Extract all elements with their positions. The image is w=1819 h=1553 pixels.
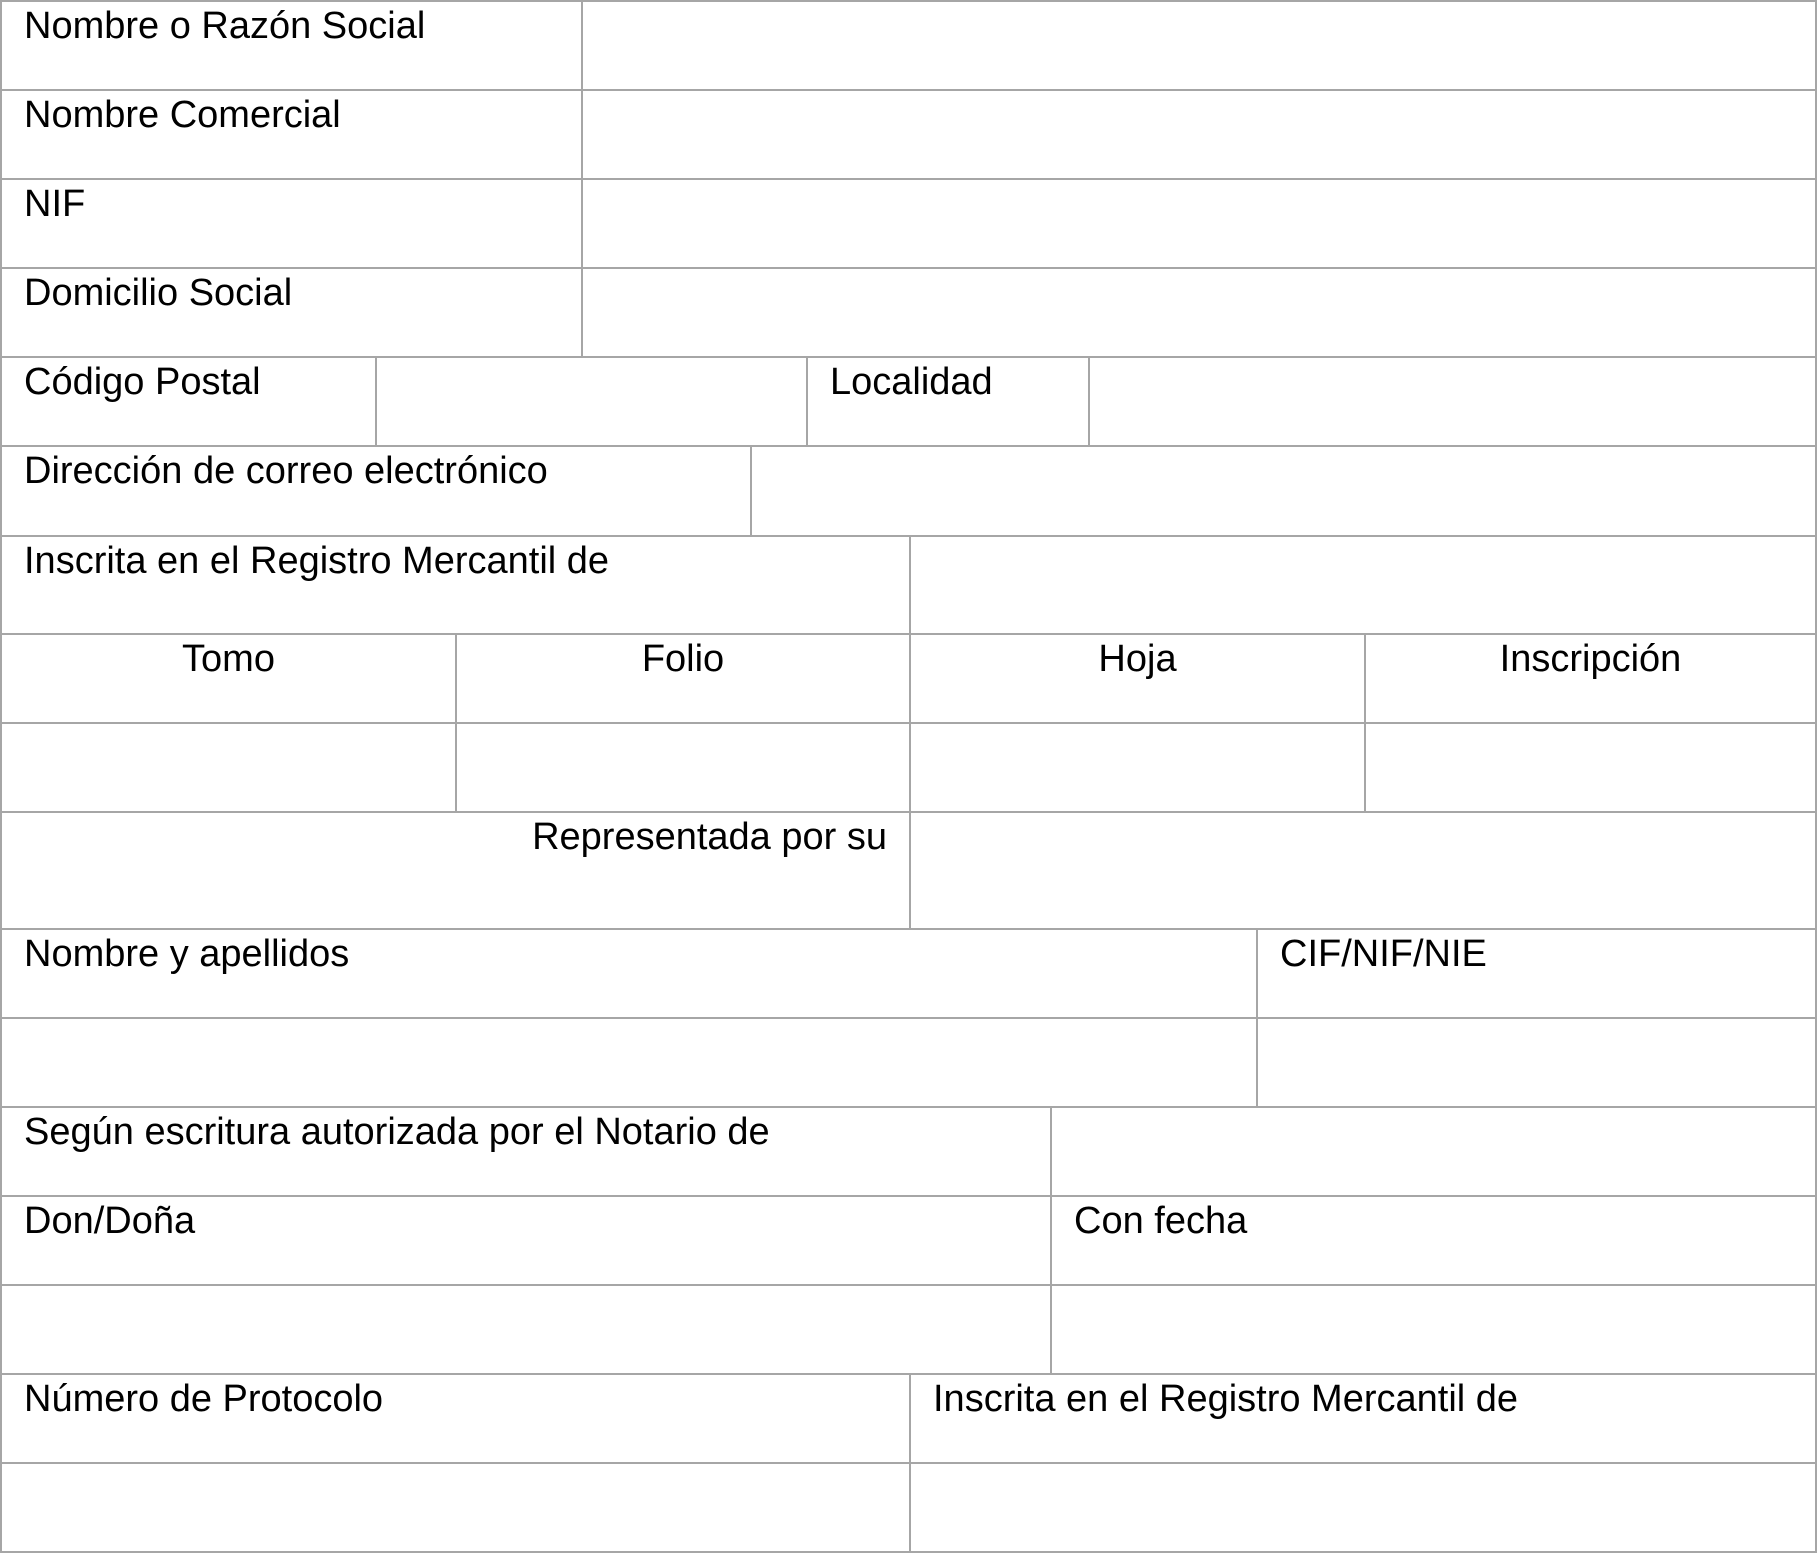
registro2-label-cell xyxy=(909,1373,1817,1462)
nombre-comercial-label-cell xyxy=(0,89,581,178)
representada-label: Representada por su xyxy=(532,816,887,858)
codigo-postal-field[interactable] xyxy=(375,356,806,445)
nombre-apellidos-field[interactable] xyxy=(0,1017,1256,1106)
cif-field[interactable] xyxy=(1256,1017,1817,1106)
row-registro-headers xyxy=(0,633,1817,722)
nif-field[interactable] xyxy=(581,178,1817,267)
tomo-field[interactable] xyxy=(0,722,455,811)
notario-label-cell xyxy=(0,1106,1050,1195)
tomo-header-cell xyxy=(0,633,455,722)
registro-label-cell xyxy=(0,535,909,633)
cif-label: CIF/NIF/NIE xyxy=(1280,933,1487,975)
row-nombre-comercial xyxy=(0,89,1817,178)
notario-label: Según escritura autorizada por el Notario de xyxy=(24,1111,770,1153)
inscripcion-header: Inscripción xyxy=(1499,638,1682,680)
nombre-comercial-field[interactable] xyxy=(581,89,1817,178)
con-fecha-field[interactable] xyxy=(1050,1284,1817,1373)
email-label: Dirección de correo electrónico xyxy=(24,450,548,492)
con-fecha-label-cell xyxy=(1050,1195,1817,1284)
codigo-postal-label: Código Postal xyxy=(24,361,261,403)
localidad-field[interactable] xyxy=(1088,356,1817,445)
hoja-header: Hoja xyxy=(1098,638,1177,680)
registro-mercantil-2-field[interactable] xyxy=(909,1462,1817,1553)
registro-mercantil-2-label: Inscrita en el Registro Mercantil de xyxy=(933,1378,1519,1420)
protocolo-label-cell xyxy=(0,1373,909,1462)
nombre-apellidos-label: Nombre y apellidos xyxy=(24,933,350,975)
cif-label-cell xyxy=(1256,928,1817,1017)
inscripcion-header-cell xyxy=(1364,633,1817,722)
row-razon-social xyxy=(0,0,1817,89)
folio-header: Folio xyxy=(641,638,725,680)
don-dona-label-cell xyxy=(0,1195,1050,1284)
row-registro-mercantil xyxy=(0,535,1817,633)
row-don-fecha-headers xyxy=(0,1195,1817,1284)
folio-field[interactable] xyxy=(455,722,909,811)
don-dona-label: Don/Doña xyxy=(24,1200,196,1242)
protocolo-field[interactable] xyxy=(0,1462,909,1553)
domicilio-label-cell xyxy=(0,267,581,356)
tomo-header: Tomo xyxy=(182,638,275,680)
representada-field[interactable] xyxy=(909,811,1817,928)
con-fecha-label: Con fecha xyxy=(1074,1200,1248,1242)
row-codigo-postal-localidad xyxy=(0,356,1817,445)
hoja-header-cell xyxy=(909,633,1364,722)
domicilio-label: Domicilio Social xyxy=(24,272,293,314)
razon-social-label-cell xyxy=(0,0,581,89)
row-representada xyxy=(0,811,1817,928)
nombre-apellidos-label-cell xyxy=(0,928,1256,1017)
nombre-comercial-label: Nombre Comercial xyxy=(24,94,341,136)
registro-mercantil-label: Inscrita en el Registro Mercantil de xyxy=(24,540,610,582)
inscripcion-field[interactable] xyxy=(1364,722,1817,811)
registro-mercantil-field[interactable] xyxy=(909,535,1817,633)
localidad-label: Localidad xyxy=(830,361,993,403)
domicilio-field[interactable] xyxy=(581,267,1817,356)
don-dona-field[interactable] xyxy=(0,1284,1050,1373)
row-representante-headers xyxy=(0,928,1817,1017)
localidad-label-cell xyxy=(806,356,1088,445)
notario-field[interactable] xyxy=(1050,1106,1817,1195)
protocolo-label: Número de Protocolo xyxy=(24,1378,384,1420)
codigo-postal-label-cell xyxy=(0,356,375,445)
nif-label: NIF xyxy=(24,183,86,225)
nif-label-cell xyxy=(0,178,581,267)
folio-header-cell xyxy=(455,633,909,722)
row-representante-inputs xyxy=(0,1017,1817,1106)
row-domicilio xyxy=(0,267,1817,356)
email-label-cell xyxy=(0,445,750,535)
row-registro-inputs xyxy=(0,722,1817,811)
email-field[interactable] xyxy=(750,445,1817,535)
row-don-fecha-inputs xyxy=(0,1284,1817,1373)
row-notario xyxy=(0,1106,1817,1195)
representada-label-cell xyxy=(0,811,909,928)
row-protocolo-inputs xyxy=(0,1462,1817,1553)
hoja-field[interactable] xyxy=(909,722,1364,811)
row-email xyxy=(0,445,1817,535)
razon-social-field[interactable] xyxy=(581,0,1817,89)
row-protocolo-headers xyxy=(0,1373,1817,1462)
row-nif xyxy=(0,178,1817,267)
razon-social-label: Nombre o Razón Social xyxy=(24,5,426,47)
